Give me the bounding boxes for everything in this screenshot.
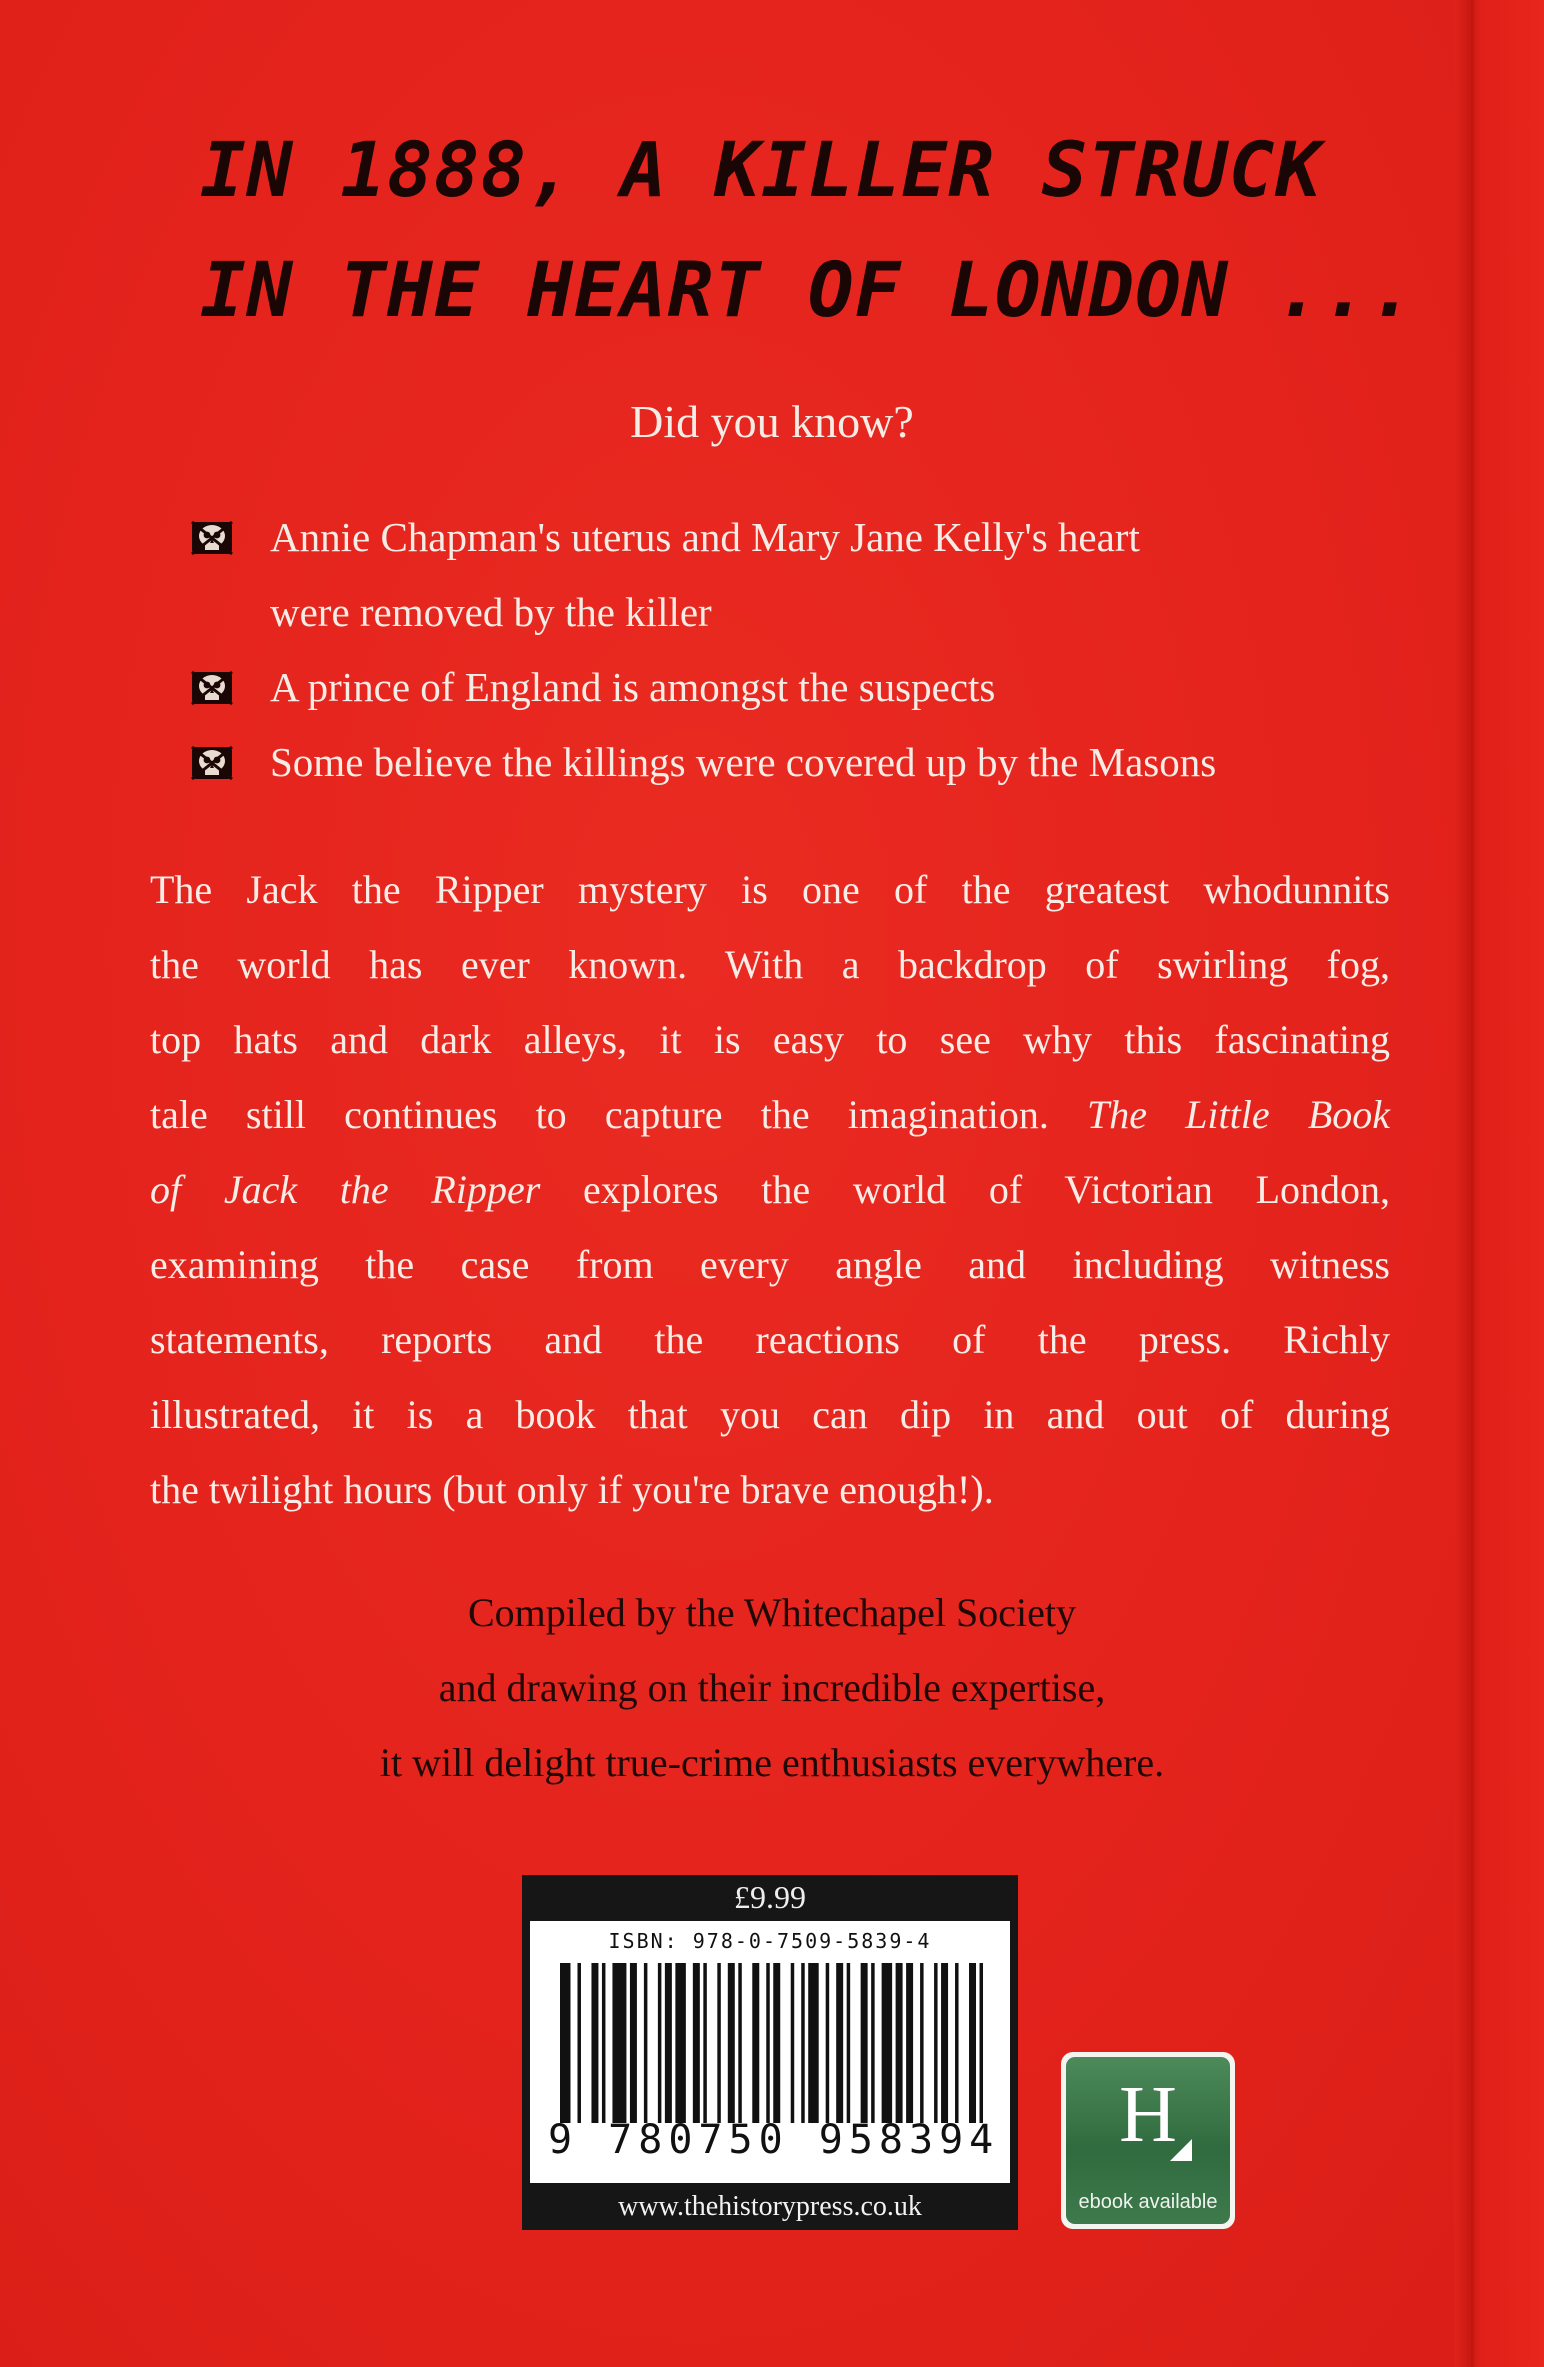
barcode-bar [675, 1963, 685, 2123]
isbn-number: ISBN: 978-0-7509-5839-4 [608, 1929, 932, 1953]
barcode-bar [738, 1963, 742, 2123]
description-line: examining the case from every angle and including witness [150, 1242, 1390, 1287]
fact-text-line: Some believe the killings were covered up by the Masons [270, 739, 1217, 785]
description-line: of Jack the Ripper explores the world of Victorian London, [150, 1167, 1391, 1212]
description-paragraph [150, 852, 1390, 1527]
skull-icon [190, 743, 234, 783]
fact-text-line: Annie Chapman's uterus and Mary Jane Kelly's heart [270, 514, 1140, 560]
barcode-bar [773, 1963, 780, 2123]
barcode-bar [955, 1963, 959, 2123]
description-line: The Jack the Ripper mystery is one of the greatest whodunnits [150, 867, 1390, 912]
compiled-line: and drawing on their incredible expertise, [438, 1665, 1106, 1710]
barcode-bar [808, 1963, 818, 2123]
barcode-bar [791, 1963, 795, 2123]
barcode-digits: 9 780750 958394 [548, 2117, 1000, 2163]
barcode-bar [836, 1963, 843, 2123]
barcode-bar [969, 1963, 976, 2123]
barcode-bar [703, 1963, 707, 2123]
fact-item [190, 725, 1390, 800]
barcode-bar [658, 1963, 662, 2123]
barcode-bar [801, 1963, 805, 2123]
compiled-line: it will delight true-crime enthusiasts everywhere. [379, 1740, 1165, 1785]
barcode-bar [941, 1963, 948, 2123]
compiled-line: Compiled by the Whitechapel Society [467, 1590, 1076, 1635]
barcode-bar [560, 1963, 570, 2123]
facts-list [190, 500, 1390, 800]
barcode-bar [717, 1963, 721, 2123]
ebook-badge [1061, 2052, 1235, 2229]
barcode-bar [577, 1963, 581, 2123]
description-line: top hats and dark alleys, it is easy to see why this fascinating [150, 1017, 1390, 1062]
barcode-bar [665, 1963, 672, 2123]
barcode-bars [560, 1963, 990, 2123]
barcode-panel [522, 1875, 1018, 2230]
barcode-bar [630, 1963, 637, 2123]
description-line: illustrated, it is a book that you can dip in and out of during [150, 1392, 1390, 1437]
history-press-logo: H [1119, 2071, 1177, 2159]
compiled-by-text [0, 1575, 1544, 1800]
book-title-part-2: of Jack the Ripper [150, 1167, 541, 1212]
barcode-bar [612, 1963, 626, 2123]
barcode-bar [980, 1963, 984, 2123]
book-title-part-1: The Little Book [1087, 1092, 1390, 1137]
barcode-bar [920, 1963, 924, 2123]
skull-icon [190, 518, 234, 558]
barcode-bar [861, 1963, 868, 2123]
barcode-bar [693, 1963, 700, 2123]
barcode-bar [871, 1963, 875, 2123]
headline [200, 110, 1416, 350]
price-label: £9.99 [734, 1879, 806, 1915]
barcode-bar [591, 1963, 598, 2123]
barcode-bar [934, 1963, 938, 2123]
fact-text-line: A prince of England is amongst the suspects [270, 664, 996, 710]
fact-item [190, 650, 1390, 725]
ebook-label: ebook available [1078, 2191, 1218, 2213]
skull-icon [190, 668, 234, 708]
description-line: statements, reports and the reactions of the press. Richly [150, 1317, 1390, 1362]
barcode-bar [728, 1963, 735, 2123]
barcode-area [530, 1921, 1010, 2183]
barcode-bar [602, 1963, 606, 2123]
barcode-bar [766, 1963, 770, 2123]
barcode-bar [882, 1963, 892, 2123]
did-you-know-heading: Did you know? [630, 396, 914, 447]
headline-line-2: IN THE HEART OF LONDON ... [200, 245, 1416, 334]
spine-crease [1471, 0, 1474, 2367]
barcode-bar [896, 1963, 903, 2123]
fact-text-line: were removed by the killer [270, 589, 712, 635]
barcode-bar [752, 1963, 759, 2123]
barcode-bar [644, 1963, 648, 2123]
barcode-bar [826, 1963, 830, 2123]
description-line: the world has ever known. With a backdrop of swirling fog, [150, 942, 1390, 987]
publisher-website: www.thehistorypress.co.uk [618, 2191, 922, 2222]
description-line: the twilight hours (but only if you're brave enough!). [150, 1467, 994, 1512]
spine-edge [1454, 0, 1544, 2367]
description-line: tale still continues to capture the imagination. The Little Book [150, 1092, 1390, 1137]
headline-line-1: IN 1888, A KILLER STRUCK [200, 125, 1323, 214]
barcode-bar [906, 1963, 913, 2123]
fact-item [190, 500, 1390, 650]
barcode-bar [847, 1963, 851, 2123]
